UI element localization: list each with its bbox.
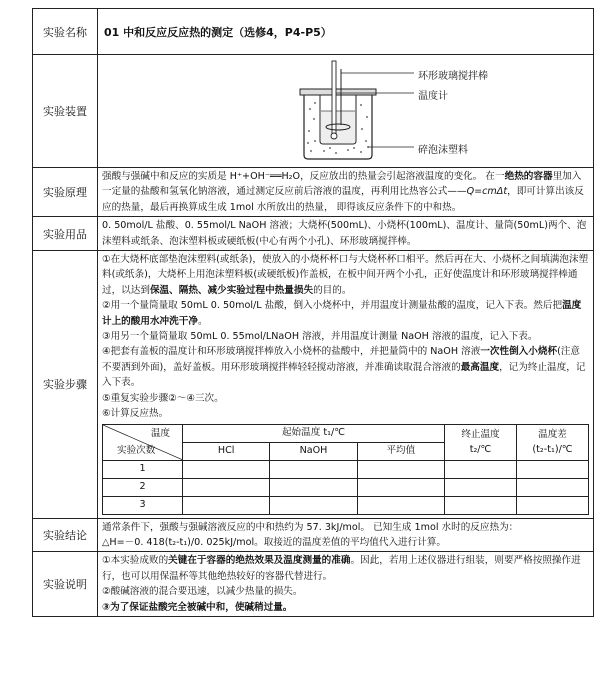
header-trial: 实验次数 — [117, 445, 156, 457]
row-label-principle: 实验原理 — [33, 168, 98, 217]
apparatus-cell — [98, 55, 594, 168]
calorimeter-diagram — [264, 59, 434, 163]
step-5: ⑤重复实验步骤②～④三次。 — [102, 392, 224, 404]
row-label-steps: 实验步骤 — [33, 251, 98, 518]
header-temperature: 温度 — [150, 427, 170, 439]
table-row: 2 — [103, 478, 589, 496]
step-3: ③用另一个量筒量取 50mL 0. 55mol/LNaOH 溶液，并用温度计测量 NaOH 溶液的温度，记入下表。 — [102, 331, 538, 343]
notes-text — [98, 552, 594, 617]
note-1: ①本实验成败的关键在于容器的绝热效果及温度测量的准确。因此，若用上述仪器进行组装，则要严格按照操作进行，也可以用保温杯等其他绝热较好的容器代替进行。 — [102, 555, 581, 582]
label-stirrer: 环形玻璃搅拌棒 — [418, 71, 488, 82]
header-start-temp: 起始温度 t₁/℃ — [183, 424, 445, 442]
steps-cell — [98, 251, 594, 518]
row-label-notes: 实验说明 — [33, 552, 98, 617]
principle-text: 强酸与强碱中和反应的实质是 H⁺+OH⁻══H₂O，反应放出的热量会引起溶液温度的变化。 在一绝热的容器里加入一定量的盐酸和氢氧化钠溶液，通过测定反应前后溶液的温度，再利用比热容公式——Q=cmΔt，即可计算出该反应的热量，最后再换算成生成 1mol 水所放出的热量， 即得该反应条件下的中和热。 — [98, 168, 594, 217]
row-label-materials: 实验用品 — [33, 217, 98, 251]
step-6: ⑥计算反应热。 — [102, 408, 169, 420]
experiment-sheet — [32, 8, 594, 617]
conclusion-text: 通常条件下，强酸与强碱溶液反应的中和热约为 57. 3kJ/mol。 已知生成 1mol 水时的反应热为： △H=－0. 418(t₂-t₁)/0. 025kJ/mol。取接近的温度差值的平均值代入进行计算。 — [98, 518, 594, 552]
note-2: ②酸碱溶液的混合要迅速，以减少热量的损失。 — [102, 586, 303, 598]
header-avg: 平均值 — [357, 442, 444, 460]
data-table — [102, 424, 589, 515]
row-label-name: 实验名称 — [33, 9, 98, 55]
header-naoh: NaOH — [270, 442, 357, 460]
step-4: ④把套有盖板的温度计和环形玻璃搅拌棒放入小烧杯的盐酸中，并把量筒中的 NaOH 溶液一次性倒入小烧杯(注意不要洒到外面)，盖好盖板。用环形玻璃搅拌棒轻轻搅动溶液，并准确读取混合溶液的最高温度，记为终止温度，记入下表。 — [102, 346, 586, 389]
label-thermometer: 温度计 — [418, 91, 448, 102]
row-label-conclusion: 实验结论 — [33, 518, 98, 552]
row-label-apparatus: 实验装置 — [33, 55, 98, 168]
step-2: ②用一个量筒量取 50mL 0. 50mol/L 盐酸，倒入小烧杯中，并用温度计测量盐酸的温度，记入下表。然后把温度计上的酸用水冲洗干净。 — [102, 300, 582, 327]
table-row: 3 — [103, 496, 589, 514]
apparatus-figure — [98, 55, 593, 167]
label-foam: 碎泡沫塑料 — [418, 145, 468, 156]
header-end-temp: 终止温度 t₂/℃ — [445, 424, 517, 460]
step-1: ①在大烧杯底部垫泡沫塑料(或纸条)，使放入的小烧杯杯口与大烧杯杯口相平。然后再在大、小烧杯之间填满泡沫塑料(或纸条)，大烧杯上用泡沫塑料板(或硬纸板)作盖板，在板中间开两个小孔，正好使温度计和环形玻璃搅拌棒通过，以达到保温、隔热、减少实验过程中热量损失的目的。 — [102, 254, 589, 296]
table-row: 1 — [103, 460, 589, 478]
diagonal-header — [103, 424, 183, 460]
experiment-title: 01 中和反应反应热的测定（选修4，P4-P5） — [98, 9, 594, 55]
materials-text: 0. 50mol/L 盐酸、0. 55mol/L NaOH 溶液；大烧杯(500mL)、小烧杯(100mL)、温度计、量筒(50mL)两个、泡沫塑料或纸条、泡沫塑料板或硬纸板(中心有两个小孔)、环形玻璃搅拌棒。 — [98, 217, 594, 251]
header-hcl: HCl — [183, 442, 270, 460]
header-temp-diff: 温度差 (t₂-t₁)/℃ — [517, 424, 589, 460]
note-3: ③为了保证盐酸完全被碱中和，使碱稍过量。 — [102, 601, 293, 613]
